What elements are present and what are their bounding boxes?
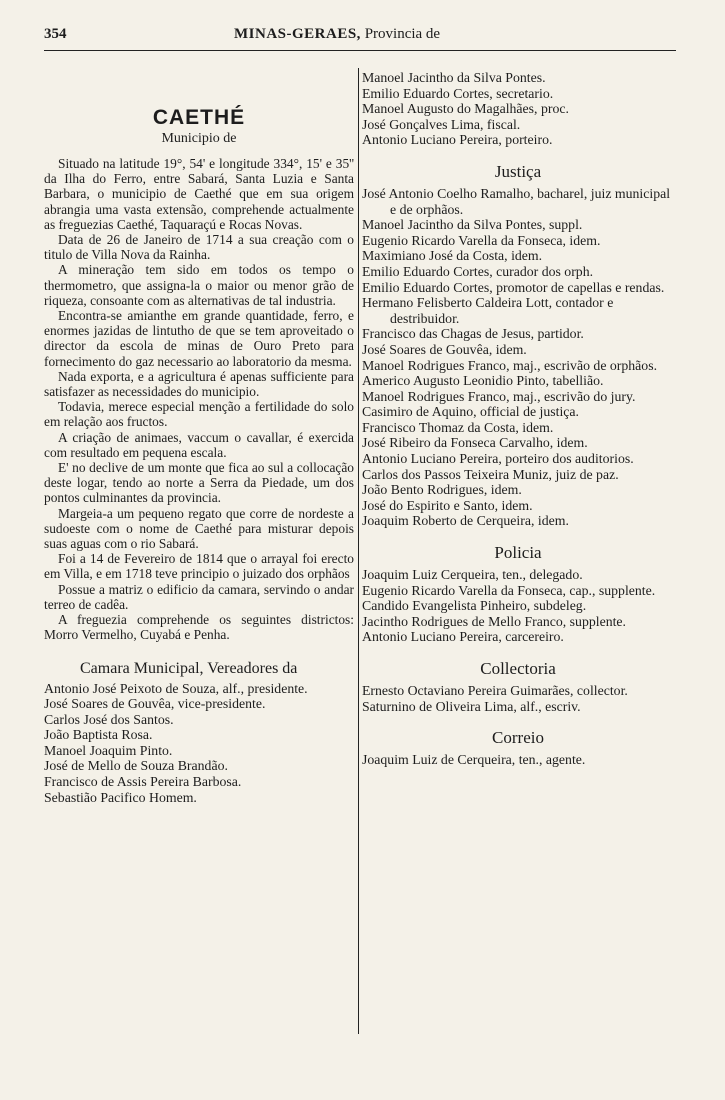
list-item: José Ribeiro da Fonseca Carvalho, idem. — [362, 435, 588, 451]
page-header — [44, 26, 674, 48]
left-column — [44, 60, 354, 805]
list-item: Antonio Luciano Pereira, carcereiro. — [362, 629, 564, 645]
list-item: Joaquim Luiz de Cerqueira, ten., agente. — [362, 752, 586, 768]
section-title-policia: Policia — [494, 543, 542, 563]
description — [44, 156, 354, 643]
list-item: José Antonio Coelho Ramalho, bacharel, juiz municipal e de orphãos. — [362, 185, 671, 217]
list-item: Joaquim Luiz Cerqueira, ten., delegado. — [362, 567, 583, 583]
running-title-rest: Provincia de — [364, 26, 441, 42]
list-item: Manoel Rodrigues Franco, maj., escrivão do jury. — [362, 388, 636, 404]
list-item: Casimiro de Aquino, official de justiça. — [362, 404, 580, 420]
paragraph: Data de 26 de Janeiro de 1714 a sua creação com o titulo de Villa Nova da Rainha. — [44, 232, 354, 263]
list-item: Ernesto Octaviano Pereira Guimarães, collector. — [362, 683, 628, 698]
list-item: Francisco de Assis Pereira Barbosa. — [44, 774, 242, 790]
camara-list — [44, 681, 354, 806]
list-item: Jacintho Rodrigues de Mello Franco, supplente. — [362, 613, 627, 629]
paragraph: Situado na latitude 19°, 54' e longitude 334°, 15' e 35'' da Ilha do Ferro, entre Sabará, Santa Luzia e Santa Barbara, o municipio de Caethé que em sua origem abrangia uma vasta extensão, comprehende actualmente as freguezias Caethé, Taquaraçú e Rocas Novas. — [44, 156, 354, 232]
list-item: João Bento Rodrigues, idem. — [362, 482, 522, 498]
city-title: CAETHÉ — [152, 106, 246, 129]
list-item: Maximiano José da Costa, idem. — [362, 248, 543, 264]
list-item: José Gonçalves Lima, fiscal. — [362, 116, 521, 132]
section-title-justica: Justiça — [494, 161, 542, 181]
paragraph: E' no declive de um monte que fica ao sul a collocação deste logar, tendo ao norte a Serra da Piedade, um dos pontos culminantes da provincia. — [44, 460, 354, 506]
list-item: Emilio Eduardo Cortes, curador dos orph. — [362, 263, 594, 279]
list-item: Candido Evangelista Pinheiro, subdeleg. — [362, 598, 587, 614]
list-item: Antonio Luciano Pereira, porteiro dos auditorios. — [362, 451, 634, 467]
list-item: Manoel Jacintho da Silva Pontes. — [362, 70, 546, 85]
section-title-correio: Correio — [492, 728, 544, 748]
paragraph: Margeia-a um pequeno regato que corre de nordeste a sudoeste com o nome de Caethé para misturar depois suas aguas com o rio Sabará. — [44, 505, 354, 552]
paragraph: Encontra-se amianthe em grande quantidade, ferro, e enormes jazidas de lintutho de que se tem aproveitado o director da escola de minas de Ouro Preto para fornecimento do gaz necessario ao laboratorio da mesma. — [44, 308, 354, 369]
list-item: Saturnino de Oliveira Lima, alf., escriv. — [362, 698, 581, 714]
city-subtitle: Municipio de — [161, 131, 237, 146]
list-item: Hermano Felisberto Caldeira Lott, contador e destribuidor. — [362, 295, 614, 326]
paragraph: Foi a 14 de Fevereiro de 1814 que o arrayal foi erecto em Villa, e em 1718 teve principio o juizado dos orphãos — [44, 551, 354, 582]
running-title-province: MINAS-GERAES, — [234, 26, 361, 42]
paragraph: Todavia, merece especial menção a fertilidade do solo em relação aos fructos. — [44, 399, 354, 430]
list-item: José Soares de Gouvêa, idem. — [362, 341, 527, 357]
section-title-camara: Camara Municipal, Vereadores da — [80, 659, 298, 677]
list-item: Sebastião Pacifico Homem. — [44, 789, 197, 805]
list-item: José de Mello de Souza Brandão. — [44, 758, 228, 774]
correio-list — [362, 752, 674, 768]
list-item: Antonio José Peixoto de Souza, alf., presidente. — [44, 680, 308, 696]
policia-list — [362, 567, 674, 645]
list-item: Emilio Eduardo Cortes, secretario. — [362, 85, 554, 101]
paragraph: A mineração tem sido em todos os tempo o thermometro, que assigna-la o maior ou menor grão de riqueza, consoante com as alternativas de tal industria. — [44, 262, 354, 308]
paragraph: A criação de animaes, vaccum o cavallar, é exercida com resultado em pequena escala. — [44, 429, 354, 460]
list-item: Manoel Joaquim Pinto. — [44, 742, 173, 758]
list-item: Carlos dos Passos Teixeira Muniz, juiz de paz. — [362, 466, 619, 482]
running-title — [234, 26, 440, 43]
page-number: 354 — [44, 26, 67, 42]
list-item: José Soares de Gouvêa, vice-presidente. — [44, 696, 266, 712]
justica-list — [362, 186, 674, 529]
right-column — [362, 70, 674, 768]
section-title-collectoria: Collectoria — [480, 659, 556, 678]
list-item: Francisco das Chagas de Jesus, partidor. — [362, 326, 584, 342]
paragraph: A freguezia comprehende os seguintes districtos: Morro Vermelho, Cuyabá e Penha. — [44, 612, 354, 643]
list-item: Eugenio Ricardo Varella da Fonseca, cap., supplente. — [362, 582, 656, 598]
list-item: Americo Augusto Leonidio Pinto, tabellião. — [362, 373, 604, 389]
collectoria-list — [362, 683, 674, 714]
list-item: Antonio Luciano Pereira, porteiro. — [362, 132, 553, 148]
list-item: Joaquim Roberto de Cerqueira, idem. — [362, 513, 569, 529]
list-item: Manoel Augusto do Magalhães, proc. — [362, 101, 569, 117]
list-item: José do Espirito e Santo, idem. — [362, 497, 533, 513]
camara-continued-list — [362, 70, 674, 148]
list-item: Carlos José dos Santos. — [44, 711, 174, 727]
list-item: Francisco Thomaz da Costa, idem. — [362, 419, 554, 435]
list-item: Manoel Rodrigues Franco, maj., escrivão de orphãos. — [362, 357, 658, 373]
paragraph: Possue a matriz o edificio da camara, servindo o andar terreo de cadêa. — [44, 581, 354, 612]
paragraph: Nada exporta, e a agricultura é apenas sufficiente para satisfazer as necessidades do municipio. — [44, 368, 354, 400]
header-rule — [44, 50, 676, 51]
list-item: Emilio Eduardo Cortes, promotor de capellas e rendas. — [362, 279, 665, 295]
list-item: Eugenio Ricardo Varella da Fonseca, idem. — [362, 232, 601, 248]
column-divider — [358, 68, 359, 1034]
list-item: Manoel Jacintho da Silva Pontes, suppl. — [362, 217, 583, 233]
list-item: João Baptista Rosa. — [44, 727, 153, 743]
